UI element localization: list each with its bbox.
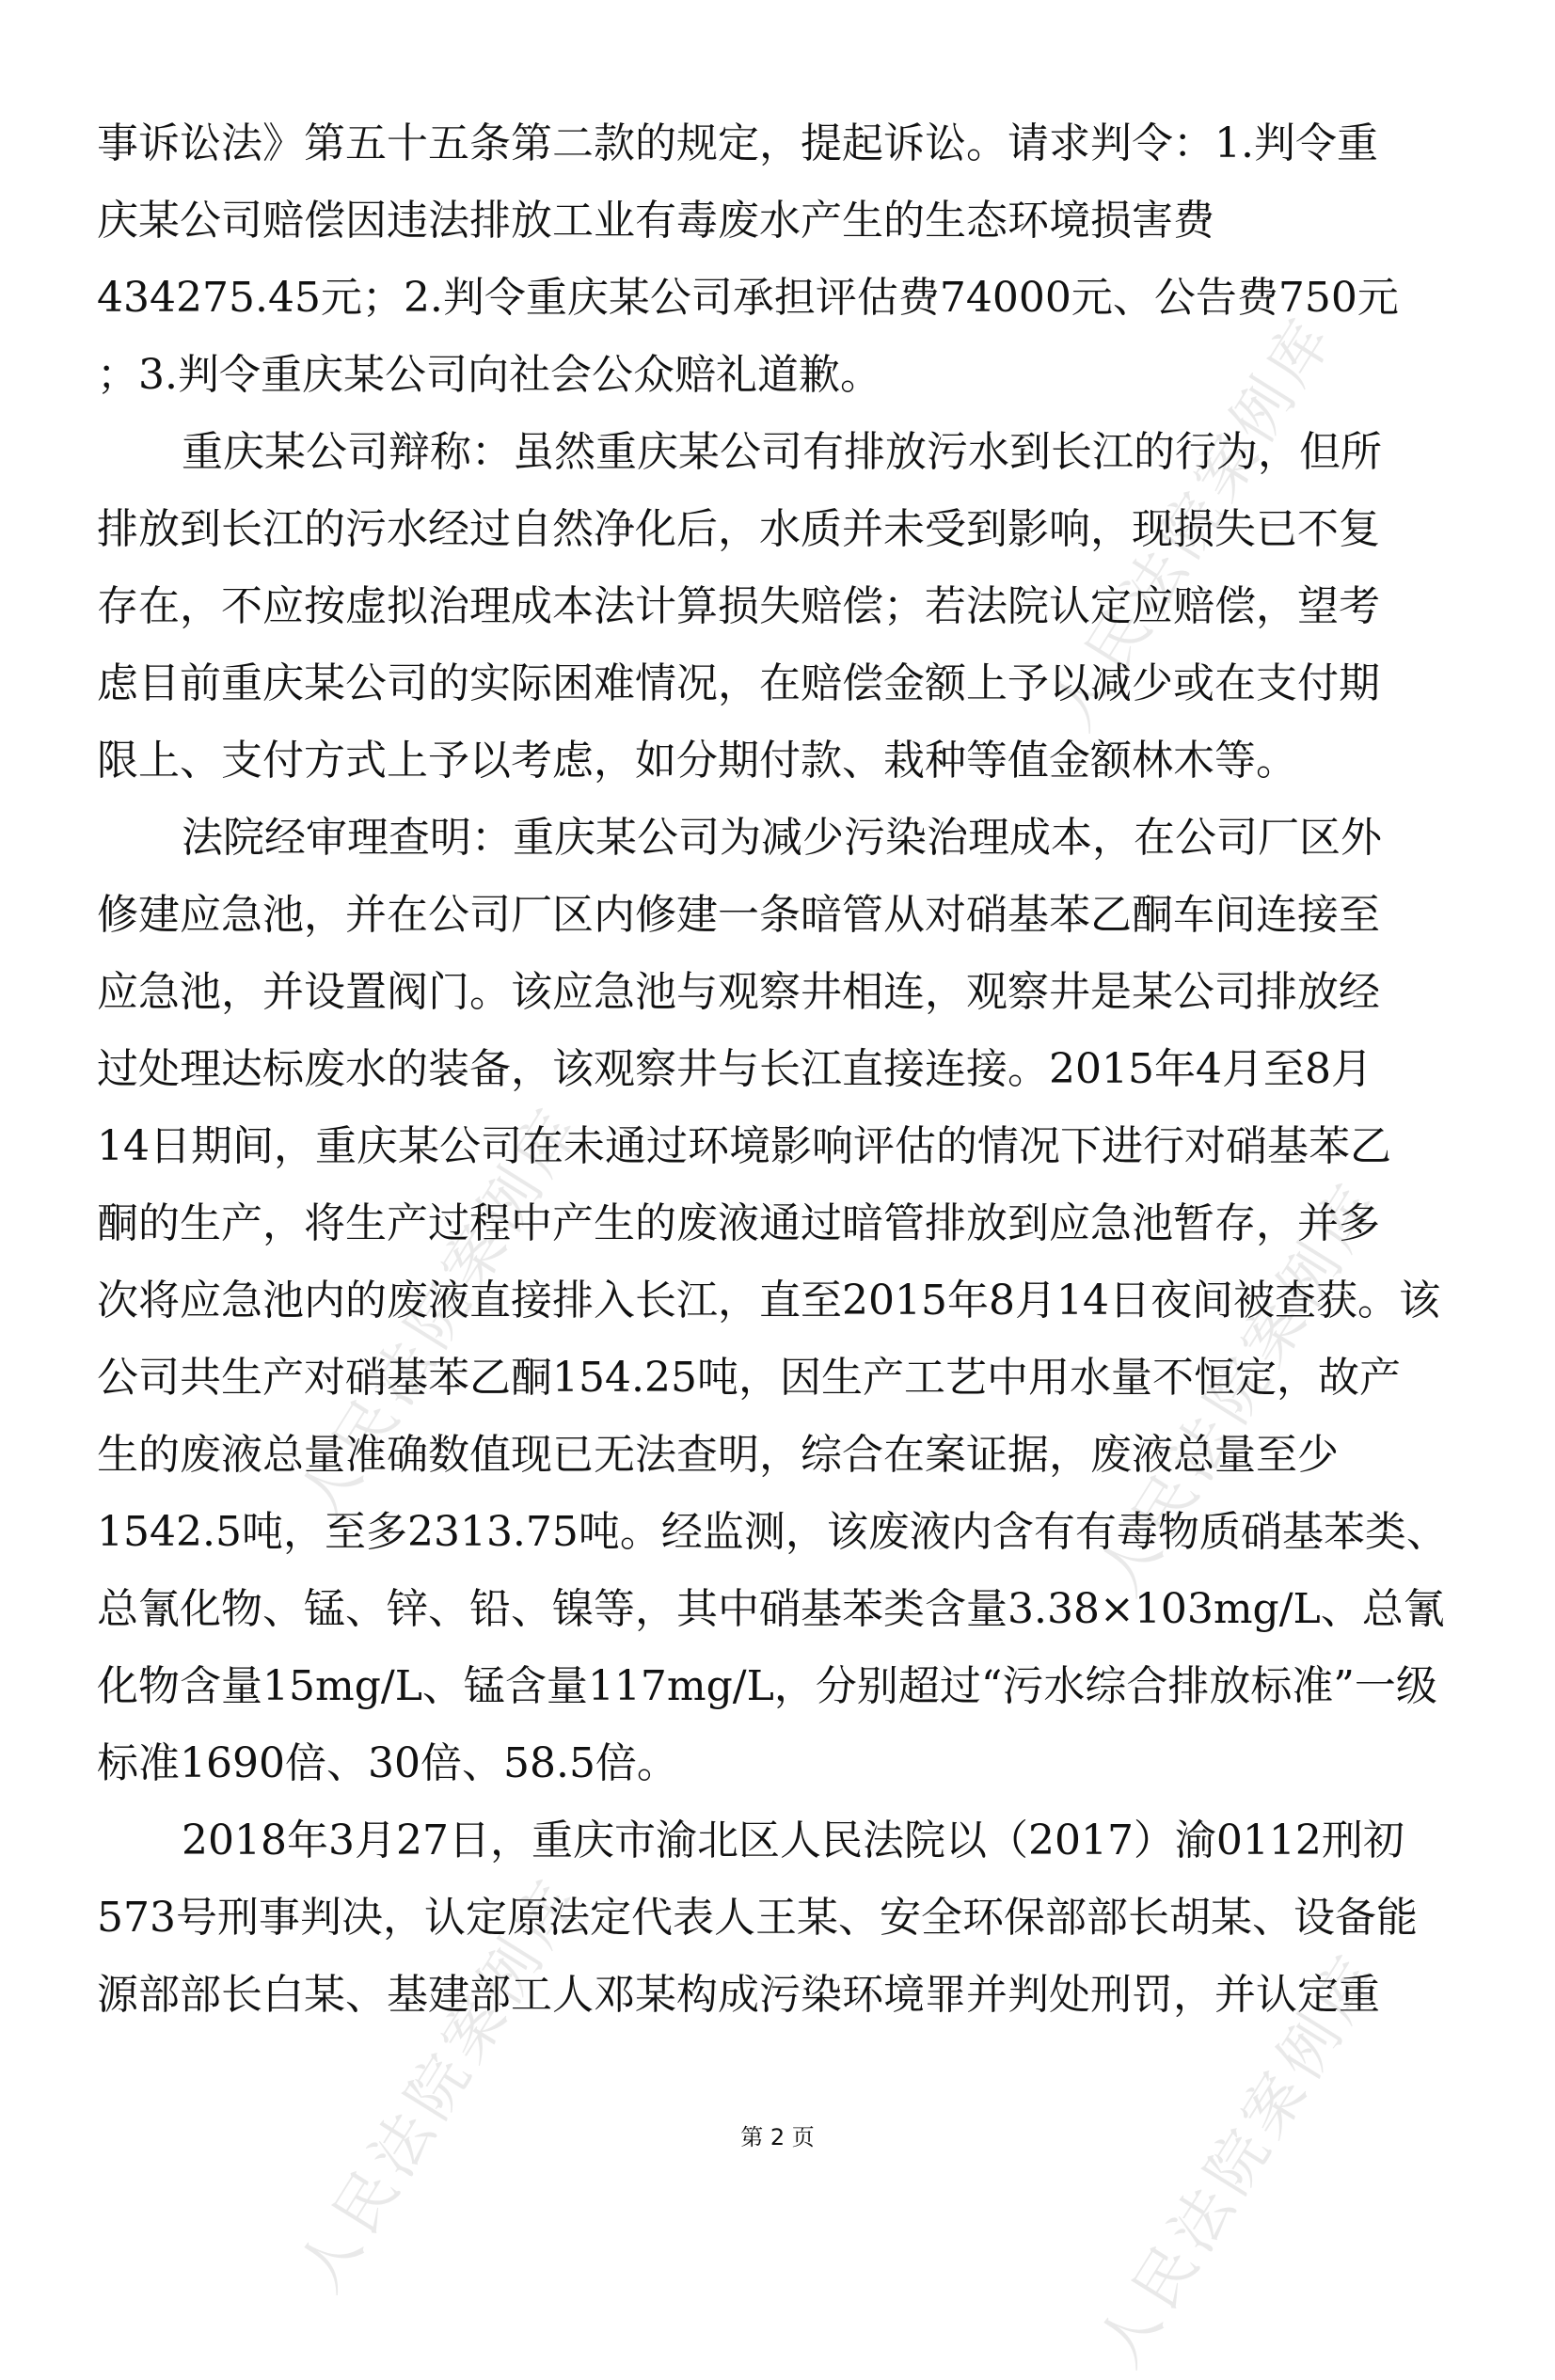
text-line: 事诉讼法》第五十五条第二款的规定，提起诉讼。请求判令：1.判令重: [97, 119, 1378, 167]
page-number: 第 2 页: [740, 2124, 815, 2150]
text-line: 总氰化物、锰、锌、铅、镍等，其中硝基苯类含量3.38×103mg/L、总氰: [97, 1585, 1445, 1633]
text-line: 2018年3月27日，重庆市渝北区人民法院以（2017）渝0112刑初: [182, 1817, 1404, 1864]
text-line: 排放到长江的污水经过自然净化后，水质并未受到影响，现损失已不复: [97, 505, 1380, 553]
text-line: 434275.45元；2.判令重庆某公司承担评估费74000元、公告费750元: [97, 274, 1399, 322]
text-line: 14日期间，重庆某公司在未通过环境影响评估的情况下进行对硝基苯乙: [97, 1122, 1391, 1170]
watermark: 人民法院案例库: [1085, 1940, 1396, 2379]
watermark: 人民法院案例库: [1038, 303, 1349, 742]
text-line: 庆某公司赔偿因违法排放工业有毒废水产生的生态环境损害费: [97, 197, 1214, 245]
text-line: 公司共生产对硝基苯乙酮154.25吨，因生产工艺中用水量不恒定，故产: [97, 1354, 1401, 1402]
text-line: 次将应急池内的废液直接排入长江，直至2015年8月14日夜间被查获。该: [97, 1277, 1440, 1325]
text-line: 限上、支付方式上予以考虑，如分期付款、栽种等值金额林木等。: [97, 737, 1297, 785]
text-line: 修建应急池，并在公司厂区内修建一条暗管从对硝基苯乙酮车间连接至: [97, 891, 1380, 939]
watermark: 人民法院案例库: [1085, 1168, 1396, 1608]
text-line: 法院经审理查明：重庆某公司为减少污染治理成本，在公司厂区外: [182, 814, 1382, 862]
text-line: 化物含量15mg/L、锰含量117mg/L，分别超过“污水综合排放标准”一级: [97, 1662, 1437, 1710]
text-line: 1542.5吨，至多2313.75吨。经监测，该废液内含有有毒物质硝基苯类、: [97, 1508, 1448, 1556]
text-line: 573号刑事判决，认定原法定代表人王某、安全环保部部长胡某、设备能: [97, 1894, 1418, 1942]
watermark: 人民法院案例库: [285, 1093, 596, 1532]
text-line: 源部部长白某、基建部工人邓某构成污染环境罪并判处刑罚，并认定重: [97, 1971, 1380, 2019]
text-line: 过处理达标废水的装备，该观察井与长江直接连接。2015年4月至8月: [97, 1045, 1373, 1093]
document-body: [97, 105, 1461, 2034]
text-line: 虑目前重庆某公司的实际困难情况，在赔偿金额上予以减少或在支付期: [97, 659, 1380, 707]
text-line: 标准1690倍、30倍、58.5倍。: [97, 1739, 678, 1787]
text-line: 应急池，并设置阀门。该应急池与观察井相连，观察井是某公司排放经: [97, 968, 1380, 1016]
text-line: 酮的生产，将生产过程中产生的废液通过暗管排放到应急池暂存，并多: [97, 1199, 1380, 1247]
watermark: 人民法院案例库: [285, 1864, 596, 2304]
text-line: ；3.判令重庆某公司向社会公众赔礼道歉。: [97, 351, 881, 399]
text-line: 生的废液总量准确数值现已无法查明，综合在案证据，废液总量至少: [97, 1431, 1339, 1479]
text-line: 重庆某公司辩称：虽然重庆某公司有排放污水到长江的行为，但所: [182, 428, 1382, 476]
text-line: 存在，不应按虚拟治理成本法计算损失赔偿；若法院认定应赔偿，望考: [97, 582, 1380, 630]
